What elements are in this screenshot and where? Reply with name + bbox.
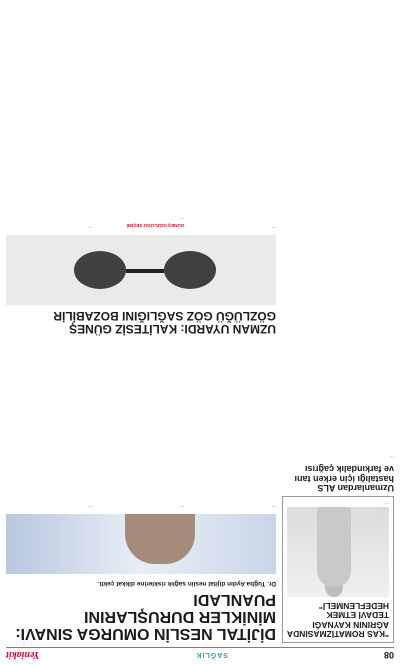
child-figure (125, 514, 195, 564)
second-story-title: UZMAN UYARDI: KALİTESİZ GÜNEŞ GÖZLÜĞÜ GÖZ SAĞLIĞINI BOZABİLİR (53, 309, 276, 336)
main-column (6, 8, 276, 643)
section-label: SAĞLIK (195, 651, 228, 659)
main-text-col-3: … (88, 505, 93, 511)
second-story-subhead: GÜNEŞ GÖZLÜĞÜ SEÇİMİ (126, 223, 185, 229)
main-story-photo (6, 514, 276, 574)
side-story-text: … (389, 454, 394, 460)
left-column (282, 8, 394, 643)
main-story (6, 341, 276, 641)
second-story (6, 216, 276, 335)
right-lens (74, 251, 126, 289)
second-text-col-2-body: … (180, 216, 185, 222)
second-text-col-2 (98, 216, 185, 231)
sunglasses-photo (6, 235, 276, 305)
main-text-col-2: … (180, 505, 185, 511)
page-number: 08 (383, 650, 394, 660)
second-text-col-3: … (88, 226, 93, 232)
sidebar-text: … (384, 501, 389, 507)
main-story-lead: Dr. Tuğba Aydın dijital neslin sağlık risklerine dikkat çekti. (97, 579, 276, 587)
main-story-columns (6, 505, 276, 510)
sidebar-photo (287, 507, 389, 597)
person-body (317, 507, 351, 587)
left-lens (164, 251, 216, 289)
second-story-columns (6, 216, 276, 231)
header-rule (6, 647, 394, 648)
brand-logo: Yeniakit (6, 649, 40, 661)
glasses-bridge (126, 269, 164, 273)
side-story-title: Uzmanlardan ALS hastalığı için erken tanı ve farkındalık çağrısı (294, 463, 394, 494)
page-header (6, 649, 394, 661)
sidebar-story (282, 496, 394, 643)
second-text-col-1: … (271, 226, 276, 232)
sidebar-story-title: "KAS ROMATİZMASINDA AĞRININ KAYNAĞI TEDAVİ ETMEK HEDEFLENMELİ" (287, 600, 389, 639)
main-story-title: DİJİTAL NESLİN OMURGA SINAVI: MİNİKLER DURUŞLARINI PUANLADI (15, 591, 276, 642)
main-text-col-1: … (271, 505, 276, 511)
